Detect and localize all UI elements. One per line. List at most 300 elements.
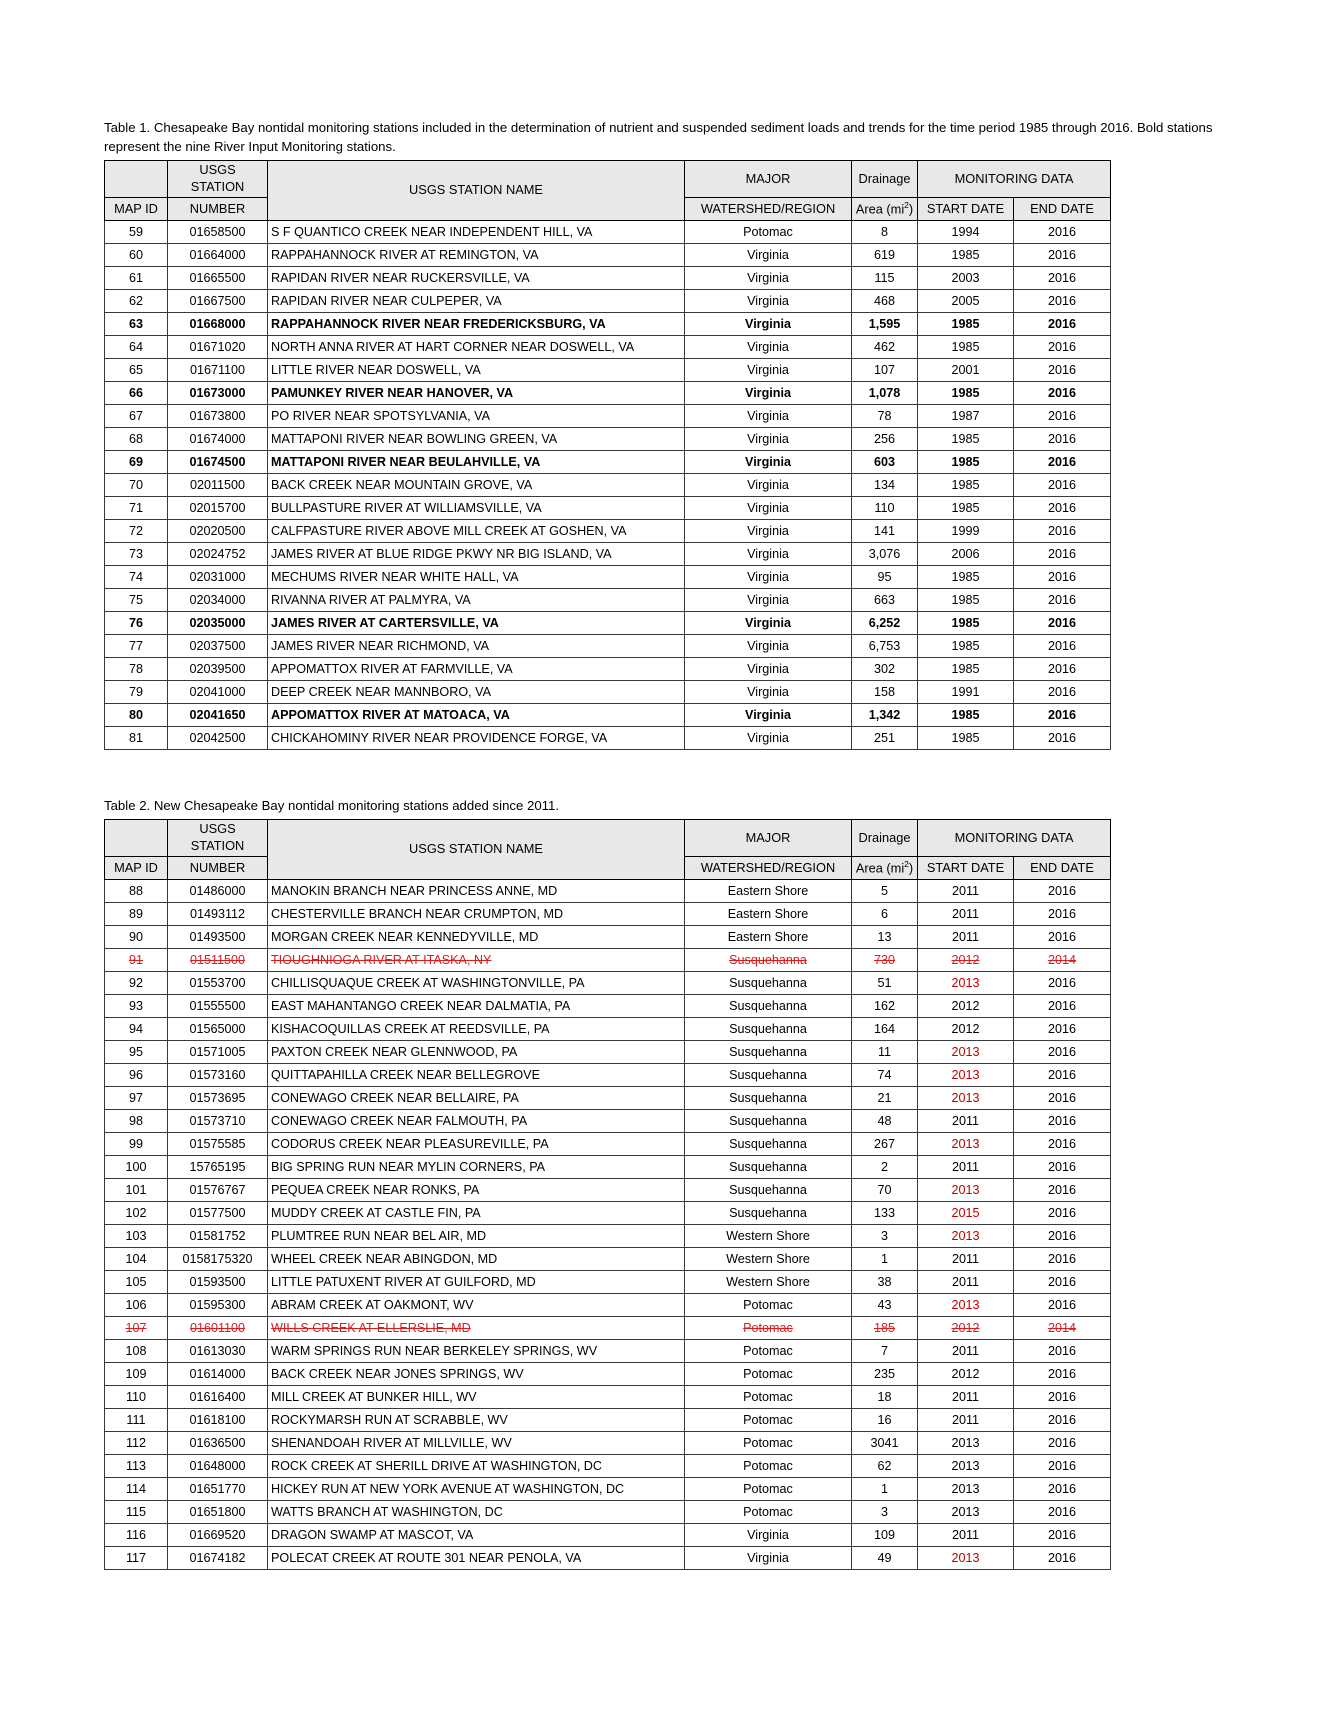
th2-blank-mapid-top bbox=[105, 820, 168, 857]
cell-watershed-region: Potomac bbox=[685, 1454, 852, 1477]
cell-station-number: 01665500 bbox=[168, 267, 268, 290]
cell-station-name: CALFPASTURE RIVER ABOVE MILL CREEK AT GOSHEN, VA bbox=[268, 520, 685, 543]
cell-map-id: 110 bbox=[105, 1385, 168, 1408]
cell-map-id: 73 bbox=[105, 543, 168, 566]
cell-watershed-region: Virginia bbox=[685, 359, 852, 382]
table1-body bbox=[105, 221, 1111, 750]
cell-station-number: 02041000 bbox=[168, 681, 268, 704]
cell-map-id: 111 bbox=[105, 1408, 168, 1431]
cell-end-date: 2016 bbox=[1014, 1500, 1111, 1523]
cell-start-date: 2011 bbox=[918, 1155, 1014, 1178]
cell-map-id: 96 bbox=[105, 1063, 168, 1086]
cell-end-date: 2016 bbox=[1014, 267, 1111, 290]
cell-map-id: 60 bbox=[105, 244, 168, 267]
cell-drainage-area: 38 bbox=[852, 1270, 918, 1293]
cell-start-date: 1985 bbox=[918, 382, 1014, 405]
cell-start-date: 2006 bbox=[918, 543, 1014, 566]
cell-map-id: 108 bbox=[105, 1339, 168, 1362]
table-row bbox=[105, 267, 1111, 290]
cell-start-date: 1985 bbox=[918, 451, 1014, 474]
cell-map-id: 100 bbox=[105, 1155, 168, 1178]
th-drainage-area bbox=[852, 198, 918, 221]
th-watershed-region: WATERSHED/REGION bbox=[685, 198, 852, 221]
cell-map-id: 103 bbox=[105, 1224, 168, 1247]
cell-watershed-region: Susquehanna bbox=[685, 1109, 852, 1132]
cell-station-name: CONEWAGO CREEK NEAR FALMOUTH, PA bbox=[268, 1109, 685, 1132]
table-row bbox=[105, 1178, 1111, 1201]
cell-end-date: 2016 bbox=[1014, 925, 1111, 948]
cell-start-date: 2013 bbox=[918, 1431, 1014, 1454]
cell-end-date: 2016 bbox=[1014, 1109, 1111, 1132]
cell-station-name: WATTS BRANCH AT WASHINGTON, DC bbox=[268, 1500, 685, 1523]
cell-station-name: MORGAN CREEK NEAR KENNEDYVILLE, MD bbox=[268, 925, 685, 948]
cell-end-date: 2016 bbox=[1014, 543, 1111, 566]
cell-start-date: 2011 bbox=[918, 1408, 1014, 1431]
cell-start-date: 1985 bbox=[918, 497, 1014, 520]
cell-start-date: 1985 bbox=[918, 244, 1014, 267]
cell-station-number: 01674182 bbox=[168, 1546, 268, 1569]
cell-end-date: 2016 bbox=[1014, 221, 1111, 244]
th-start-date: START DATE bbox=[918, 198, 1014, 221]
cell-station-number: 01664000 bbox=[168, 244, 268, 267]
cell-map-id: 116 bbox=[105, 1523, 168, 1546]
cell-drainage-area: 11 bbox=[852, 1040, 918, 1063]
cell-map-id: 89 bbox=[105, 902, 168, 925]
cell-end-date: 2016 bbox=[1014, 902, 1111, 925]
cell-station-number: 02042500 bbox=[168, 727, 268, 750]
table-row bbox=[105, 1201, 1111, 1224]
cell-station-number: 01674000 bbox=[168, 428, 268, 451]
cell-map-id: 81 bbox=[105, 727, 168, 750]
cell-station-name: RAPIDAN RIVER NEAR CULPEPER, VA bbox=[268, 290, 685, 313]
cell-watershed-region: Virginia bbox=[685, 497, 852, 520]
cell-watershed-region: Western Shore bbox=[685, 1224, 852, 1247]
cell-station-number: 01673800 bbox=[168, 405, 268, 428]
cell-watershed-region: Virginia bbox=[685, 382, 852, 405]
cell-station-number: 01648000 bbox=[168, 1454, 268, 1477]
table-row bbox=[105, 474, 1111, 497]
table-row bbox=[105, 244, 1111, 267]
cell-station-name: RAPPAHANNOCK RIVER AT REMINGTON, VA bbox=[268, 244, 685, 267]
cell-map-id: 113 bbox=[105, 1454, 168, 1477]
cell-station-number: 02035000 bbox=[168, 612, 268, 635]
cell-station-number: 01493112 bbox=[168, 902, 268, 925]
cell-start-date: 2003 bbox=[918, 267, 1014, 290]
cell-station-number: 02011500 bbox=[168, 474, 268, 497]
cell-end-date: 2016 bbox=[1014, 1293, 1111, 1316]
cell-end-date: 2016 bbox=[1014, 1086, 1111, 1109]
cell-station-name: APPOMATTOX RIVER AT FARMVILLE, VA bbox=[268, 658, 685, 681]
table-row bbox=[105, 1040, 1111, 1063]
th2-usgs-station-top: USGS STATION bbox=[168, 820, 268, 857]
cell-start-date: 1985 bbox=[918, 589, 1014, 612]
th-drainage-top: Drainage bbox=[852, 161, 918, 198]
cell-end-date: 2016 bbox=[1014, 382, 1111, 405]
table-row bbox=[105, 727, 1111, 750]
th-number: NUMBER bbox=[168, 198, 268, 221]
cell-end-date: 2014 bbox=[1014, 948, 1111, 971]
cell-map-id: 62 bbox=[105, 290, 168, 313]
cell-watershed-region: Susquehanna bbox=[685, 1155, 852, 1178]
table-row bbox=[105, 451, 1111, 474]
table1-container bbox=[104, 160, 1236, 750]
cell-watershed-region: Virginia bbox=[685, 681, 852, 704]
cell-station-name: MUDDY CREEK AT CASTLE FIN, PA bbox=[268, 1201, 685, 1224]
th2-usgs-station-name: USGS STATION NAME bbox=[268, 820, 685, 880]
cell-station-number: 01576767 bbox=[168, 1178, 268, 1201]
cell-drainage-area: 109 bbox=[852, 1523, 918, 1546]
cell-end-date: 2016 bbox=[1014, 612, 1111, 635]
cell-watershed-region: Eastern Shore bbox=[685, 879, 852, 902]
table-row bbox=[105, 925, 1111, 948]
cell-watershed-region: Susquehanna bbox=[685, 948, 852, 971]
cell-station-number: 01577500 bbox=[168, 1201, 268, 1224]
cell-map-id: 98 bbox=[105, 1109, 168, 1132]
cell-station-number: 01511500 bbox=[168, 948, 268, 971]
cell-end-date: 2016 bbox=[1014, 1155, 1111, 1178]
cell-watershed-region: Potomac bbox=[685, 1362, 852, 1385]
table-row bbox=[105, 635, 1111, 658]
cell-watershed-region: Potomac bbox=[685, 1431, 852, 1454]
cell-drainage-area: 18 bbox=[852, 1385, 918, 1408]
cell-station-number: 01575585 bbox=[168, 1132, 268, 1155]
cell-watershed-region: Eastern Shore bbox=[685, 925, 852, 948]
cell-drainage-area: 468 bbox=[852, 290, 918, 313]
th2-start-date: START DATE bbox=[918, 856, 1014, 879]
cell-station-number: 01616400 bbox=[168, 1385, 268, 1408]
cell-drainage-area: 133 bbox=[852, 1201, 918, 1224]
cell-station-name: NORTH ANNA RIVER AT HART CORNER NEAR DOSWELL, VA bbox=[268, 336, 685, 359]
cell-station-name: JAMES RIVER AT CARTERSVILLE, VA bbox=[268, 612, 685, 635]
cell-drainage-area: 134 bbox=[852, 474, 918, 497]
cell-map-id: 76 bbox=[105, 612, 168, 635]
table2-container bbox=[104, 819, 1236, 1570]
cell-map-id: 68 bbox=[105, 428, 168, 451]
cell-watershed-region: Virginia bbox=[685, 405, 852, 428]
cell-drainage-area: 95 bbox=[852, 566, 918, 589]
cell-station-name: APPOMATTOX RIVER AT MATOACA, VA bbox=[268, 704, 685, 727]
cell-watershed-region: Virginia bbox=[685, 704, 852, 727]
cell-station-number: 02039500 bbox=[168, 658, 268, 681]
table-row bbox=[105, 336, 1111, 359]
cell-drainage-area: 6 bbox=[852, 902, 918, 925]
cell-drainage-area: 16 bbox=[852, 1408, 918, 1431]
cell-station-number: 01553700 bbox=[168, 971, 268, 994]
table2-caption: Table 2. New Chesapeake Bay nontidal monitoring stations added since 2011. bbox=[104, 798, 560, 814]
cell-drainage-area: 74 bbox=[852, 1063, 918, 1086]
th2-drainage-superscript: 2 bbox=[904, 858, 909, 869]
cell-drainage-area: 619 bbox=[852, 244, 918, 267]
table-row bbox=[105, 1523, 1111, 1546]
cell-station-name: ABRAM CREEK AT OAKMONT, WV bbox=[268, 1293, 685, 1316]
cell-end-date: 2016 bbox=[1014, 1063, 1111, 1086]
cell-drainage-area: 158 bbox=[852, 681, 918, 704]
cell-station-name: PO RIVER NEAR SPOTSYLVANIA, VA bbox=[268, 405, 685, 428]
cell-end-date: 2016 bbox=[1014, 1362, 1111, 1385]
cell-watershed-region: Virginia bbox=[685, 543, 852, 566]
cell-end-date: 2016 bbox=[1014, 1523, 1111, 1546]
cell-start-date: 1985 bbox=[918, 704, 1014, 727]
table-row bbox=[105, 359, 1111, 382]
cell-watershed-region: Virginia bbox=[685, 658, 852, 681]
cell-start-date: 2011 bbox=[918, 902, 1014, 925]
cell-map-id: 99 bbox=[105, 1132, 168, 1155]
cell-watershed-region: Virginia bbox=[685, 451, 852, 474]
th2-drainage-area-text: Area (mi bbox=[855, 860, 905, 876]
cell-station-number: 01555500 bbox=[168, 994, 268, 1017]
table-row bbox=[105, 612, 1111, 635]
cell-station-name: DRAGON SWAMP AT MASCOT, VA bbox=[268, 1523, 685, 1546]
cell-station-name: CHICKAHOMINY RIVER NEAR PROVIDENCE FORGE, VA bbox=[268, 727, 685, 750]
cell-station-number: 02024752 bbox=[168, 543, 268, 566]
cell-drainage-area: 235 bbox=[852, 1362, 918, 1385]
th-monitoring-data: MONITORING DATA bbox=[918, 161, 1111, 198]
cell-drainage-area: 663 bbox=[852, 589, 918, 612]
cell-end-date: 2016 bbox=[1014, 1132, 1111, 1155]
cell-end-date: 2016 bbox=[1014, 1477, 1111, 1500]
cell-end-date: 2016 bbox=[1014, 1408, 1111, 1431]
th-usgs-station-top: USGS STATION bbox=[168, 161, 268, 198]
cell-map-id: 104 bbox=[105, 1247, 168, 1270]
cell-station-number: 02034000 bbox=[168, 589, 268, 612]
cell-start-date: 2013 bbox=[918, 1454, 1014, 1477]
cell-drainage-area: 603 bbox=[852, 451, 918, 474]
cell-map-id: 106 bbox=[105, 1293, 168, 1316]
cell-drainage-area: 462 bbox=[852, 336, 918, 359]
th-blank-mapid-top bbox=[105, 161, 168, 198]
cell-drainage-area: 62 bbox=[852, 1454, 918, 1477]
cell-drainage-area: 8 bbox=[852, 221, 918, 244]
cell-end-date: 2016 bbox=[1014, 313, 1111, 336]
cell-watershed-region: Virginia bbox=[685, 267, 852, 290]
cell-watershed-region: Western Shore bbox=[685, 1270, 852, 1293]
table-row bbox=[105, 994, 1111, 1017]
cell-start-date: 2013 bbox=[918, 1086, 1014, 1109]
cell-station-number: 01671100 bbox=[168, 359, 268, 382]
cell-drainage-area: 1 bbox=[852, 1247, 918, 1270]
cell-start-date: 2012 bbox=[918, 1362, 1014, 1385]
th2-drainage-paren: ) bbox=[908, 860, 914, 876]
cell-end-date: 2016 bbox=[1014, 1270, 1111, 1293]
cell-start-date: 2011 bbox=[918, 1523, 1014, 1546]
cell-station-number: 01669520 bbox=[168, 1523, 268, 1546]
th-usgs-station-name: USGS STATION NAME bbox=[268, 161, 685, 221]
cell-station-name: ROCK CREEK AT SHERILL DRIVE AT WASHINGTON, DC bbox=[268, 1454, 685, 1477]
cell-start-date: 1991 bbox=[918, 681, 1014, 704]
cell-station-number: 01668000 bbox=[168, 313, 268, 336]
cell-end-date: 2016 bbox=[1014, 681, 1111, 704]
cell-watershed-region: Susquehanna bbox=[685, 1201, 852, 1224]
table-row bbox=[105, 1063, 1111, 1086]
cell-end-date: 2014 bbox=[1014, 1316, 1111, 1339]
cell-station-number: 01593500 bbox=[168, 1270, 268, 1293]
cell-map-id: 61 bbox=[105, 267, 168, 290]
table-row bbox=[105, 520, 1111, 543]
cell-map-id: 95 bbox=[105, 1040, 168, 1063]
cell-map-id: 74 bbox=[105, 566, 168, 589]
cell-end-date: 2016 bbox=[1014, 474, 1111, 497]
cell-start-date: 1985 bbox=[918, 566, 1014, 589]
cell-end-date: 2016 bbox=[1014, 704, 1111, 727]
cell-watershed-region: Eastern Shore bbox=[685, 902, 852, 925]
cell-station-number: 01667500 bbox=[168, 290, 268, 313]
cell-end-date: 2016 bbox=[1014, 658, 1111, 681]
cell-drainage-area: 70 bbox=[852, 1178, 918, 1201]
table-row bbox=[105, 704, 1111, 727]
cell-drainage-area: 256 bbox=[852, 428, 918, 451]
table-row bbox=[105, 681, 1111, 704]
table-row bbox=[105, 1247, 1111, 1270]
th2-number: NUMBER bbox=[168, 856, 268, 879]
cell-watershed-region: Susquehanna bbox=[685, 1178, 852, 1201]
cell-map-id: 88 bbox=[105, 879, 168, 902]
cell-end-date: 2016 bbox=[1014, 359, 1111, 382]
cell-station-name: RAPIDAN RIVER NEAR RUCKERSVILLE, VA bbox=[268, 267, 685, 290]
cell-watershed-region: Potomac bbox=[685, 1408, 852, 1431]
table-row bbox=[105, 1155, 1111, 1178]
cell-start-date: 1985 bbox=[918, 428, 1014, 451]
cell-station-number: 01673000 bbox=[168, 382, 268, 405]
cell-drainage-area: 13 bbox=[852, 925, 918, 948]
cell-map-id: 80 bbox=[105, 704, 168, 727]
cell-map-id: 112 bbox=[105, 1431, 168, 1454]
cell-drainage-area: 115 bbox=[852, 267, 918, 290]
table-row bbox=[105, 1086, 1111, 1109]
cell-drainage-area: 162 bbox=[852, 994, 918, 1017]
cell-drainage-area: 251 bbox=[852, 727, 918, 750]
cell-start-date: 1994 bbox=[918, 221, 1014, 244]
cell-station-number: 01613030 bbox=[168, 1339, 268, 1362]
th-end-date: END DATE bbox=[1014, 198, 1111, 221]
cell-start-date: 2012 bbox=[918, 994, 1014, 1017]
cell-start-date: 1985 bbox=[918, 727, 1014, 750]
table-row bbox=[105, 589, 1111, 612]
cell-start-date: 1985 bbox=[918, 612, 1014, 635]
cell-end-date: 2016 bbox=[1014, 1201, 1111, 1224]
cell-watershed-region: Virginia bbox=[685, 566, 852, 589]
cell-end-date: 2016 bbox=[1014, 1454, 1111, 1477]
cell-station-name: MATTAPONI RIVER NEAR BEULAHVILLE, VA bbox=[268, 451, 685, 474]
cell-station-name: QUITTAPAHILLA CREEK NEAR BELLEGROVE bbox=[268, 1063, 685, 1086]
cell-watershed-region: Susquehanna bbox=[685, 994, 852, 1017]
cell-station-number: 01573695 bbox=[168, 1086, 268, 1109]
cell-map-id: 71 bbox=[105, 497, 168, 520]
cell-drainage-area: 1,595 bbox=[852, 313, 918, 336]
cell-watershed-region: Susquehanna bbox=[685, 1086, 852, 1109]
table-row bbox=[105, 1339, 1111, 1362]
table-row bbox=[105, 1431, 1111, 1454]
cell-drainage-area: 110 bbox=[852, 497, 918, 520]
cell-station-number: 01581752 bbox=[168, 1224, 268, 1247]
cell-station-number: 01601100 bbox=[168, 1316, 268, 1339]
cell-watershed-region: Virginia bbox=[685, 520, 852, 543]
cell-station-name: PAMUNKEY RIVER NEAR HANOVER, VA bbox=[268, 382, 685, 405]
cell-start-date: 2012 bbox=[918, 1316, 1014, 1339]
cell-map-id: 107 bbox=[105, 1316, 168, 1339]
cell-station-name: EAST MAHANTANGO CREEK NEAR DALMATIA, PA bbox=[268, 994, 685, 1017]
table-row bbox=[105, 543, 1111, 566]
cell-station-number: 01486000 bbox=[168, 879, 268, 902]
cell-start-date: 2013 bbox=[918, 1040, 1014, 1063]
cell-station-name: SHENANDOAH RIVER AT MILLVILLE, WV bbox=[268, 1431, 685, 1454]
cell-start-date: 2013 bbox=[918, 1063, 1014, 1086]
cell-drainage-area: 51 bbox=[852, 971, 918, 994]
cell-watershed-region: Potomac bbox=[685, 1316, 852, 1339]
cell-map-id: 64 bbox=[105, 336, 168, 359]
cell-station-number: 01565000 bbox=[168, 1017, 268, 1040]
cell-drainage-area: 730 bbox=[852, 948, 918, 971]
cell-map-id: 72 bbox=[105, 520, 168, 543]
cell-start-date: 2013 bbox=[918, 1500, 1014, 1523]
cell-end-date: 2016 bbox=[1014, 520, 1111, 543]
cell-map-id: 114 bbox=[105, 1477, 168, 1500]
cell-watershed-region: Virginia bbox=[685, 336, 852, 359]
cell-start-date: 2011 bbox=[918, 1109, 1014, 1132]
cell-drainage-area: 3 bbox=[852, 1500, 918, 1523]
cell-watershed-region: Virginia bbox=[685, 290, 852, 313]
cell-map-id: 67 bbox=[105, 405, 168, 428]
cell-station-number: 01493500 bbox=[168, 925, 268, 948]
th2-watershed-region: WATERSHED/REGION bbox=[685, 856, 852, 879]
table-row bbox=[105, 1017, 1111, 1040]
cell-watershed-region: Virginia bbox=[685, 589, 852, 612]
cell-station-name: CONEWAGO CREEK NEAR BELLAIRE, PA bbox=[268, 1086, 685, 1109]
cell-drainage-area: 3041 bbox=[852, 1431, 918, 1454]
cell-end-date: 2016 bbox=[1014, 589, 1111, 612]
cell-watershed-region: Virginia bbox=[685, 244, 852, 267]
table-row bbox=[105, 1408, 1111, 1431]
cell-station-name: CODORUS CREEK NEAR PLEASUREVILLE, PA bbox=[268, 1132, 685, 1155]
cell-station-name: LITTLE RIVER NEAR DOSWELL, VA bbox=[268, 359, 685, 382]
cell-station-name: TIOUGHNIOGA RIVER AT ITASKA, NY bbox=[268, 948, 685, 971]
cell-end-date: 2016 bbox=[1014, 1247, 1111, 1270]
cell-start-date: 2013 bbox=[918, 1224, 1014, 1247]
cell-watershed-region: Western Shore bbox=[685, 1247, 852, 1270]
cell-map-id: 94 bbox=[105, 1017, 168, 1040]
th2-major-top: MAJOR bbox=[685, 820, 852, 857]
table1 bbox=[104, 160, 1111, 750]
cell-station-name: PLUMTREE RUN NEAR BEL AIR, MD bbox=[268, 1224, 685, 1247]
cell-watershed-region: Susquehanna bbox=[685, 1040, 852, 1063]
cell-end-date: 2016 bbox=[1014, 1178, 1111, 1201]
cell-map-id: 66 bbox=[105, 382, 168, 405]
cell-station-name: MILL CREEK AT BUNKER HILL, WV bbox=[268, 1385, 685, 1408]
cell-end-date: 2016 bbox=[1014, 1224, 1111, 1247]
table-row bbox=[105, 1362, 1111, 1385]
th-map-id: MAP ID bbox=[105, 198, 168, 221]
cell-station-name: S F QUANTICO CREEK NEAR INDEPENDENT HILL, VA bbox=[268, 221, 685, 244]
cell-end-date: 2016 bbox=[1014, 244, 1111, 267]
cell-map-id: 75 bbox=[105, 589, 168, 612]
table1-head bbox=[105, 161, 1111, 221]
cell-start-date: 1985 bbox=[918, 658, 1014, 681]
cell-station-name: POLECAT CREEK AT ROUTE 301 NEAR PENOLA, VA bbox=[268, 1546, 685, 1569]
cell-watershed-region: Potomac bbox=[685, 1385, 852, 1408]
cell-station-number: 02015700 bbox=[168, 497, 268, 520]
cell-station-number: 01618100 bbox=[168, 1408, 268, 1431]
cell-map-id: 59 bbox=[105, 221, 168, 244]
cell-station-name: MATTAPONI RIVER NEAR BOWLING GREEN, VA bbox=[268, 428, 685, 451]
cell-station-number: 01671020 bbox=[168, 336, 268, 359]
cell-drainage-area: 1,342 bbox=[852, 704, 918, 727]
cell-watershed-region: Virginia bbox=[685, 428, 852, 451]
cell-start-date: 1999 bbox=[918, 520, 1014, 543]
cell-map-id: 117 bbox=[105, 1546, 168, 1569]
th-drainage-area-text: Area (mi bbox=[855, 201, 905, 217]
table2-body bbox=[105, 879, 1111, 1569]
cell-end-date: 2016 bbox=[1014, 1431, 1111, 1454]
cell-station-name: JAMES RIVER AT BLUE RIDGE PKWY NR BIG ISLAND, VA bbox=[268, 543, 685, 566]
